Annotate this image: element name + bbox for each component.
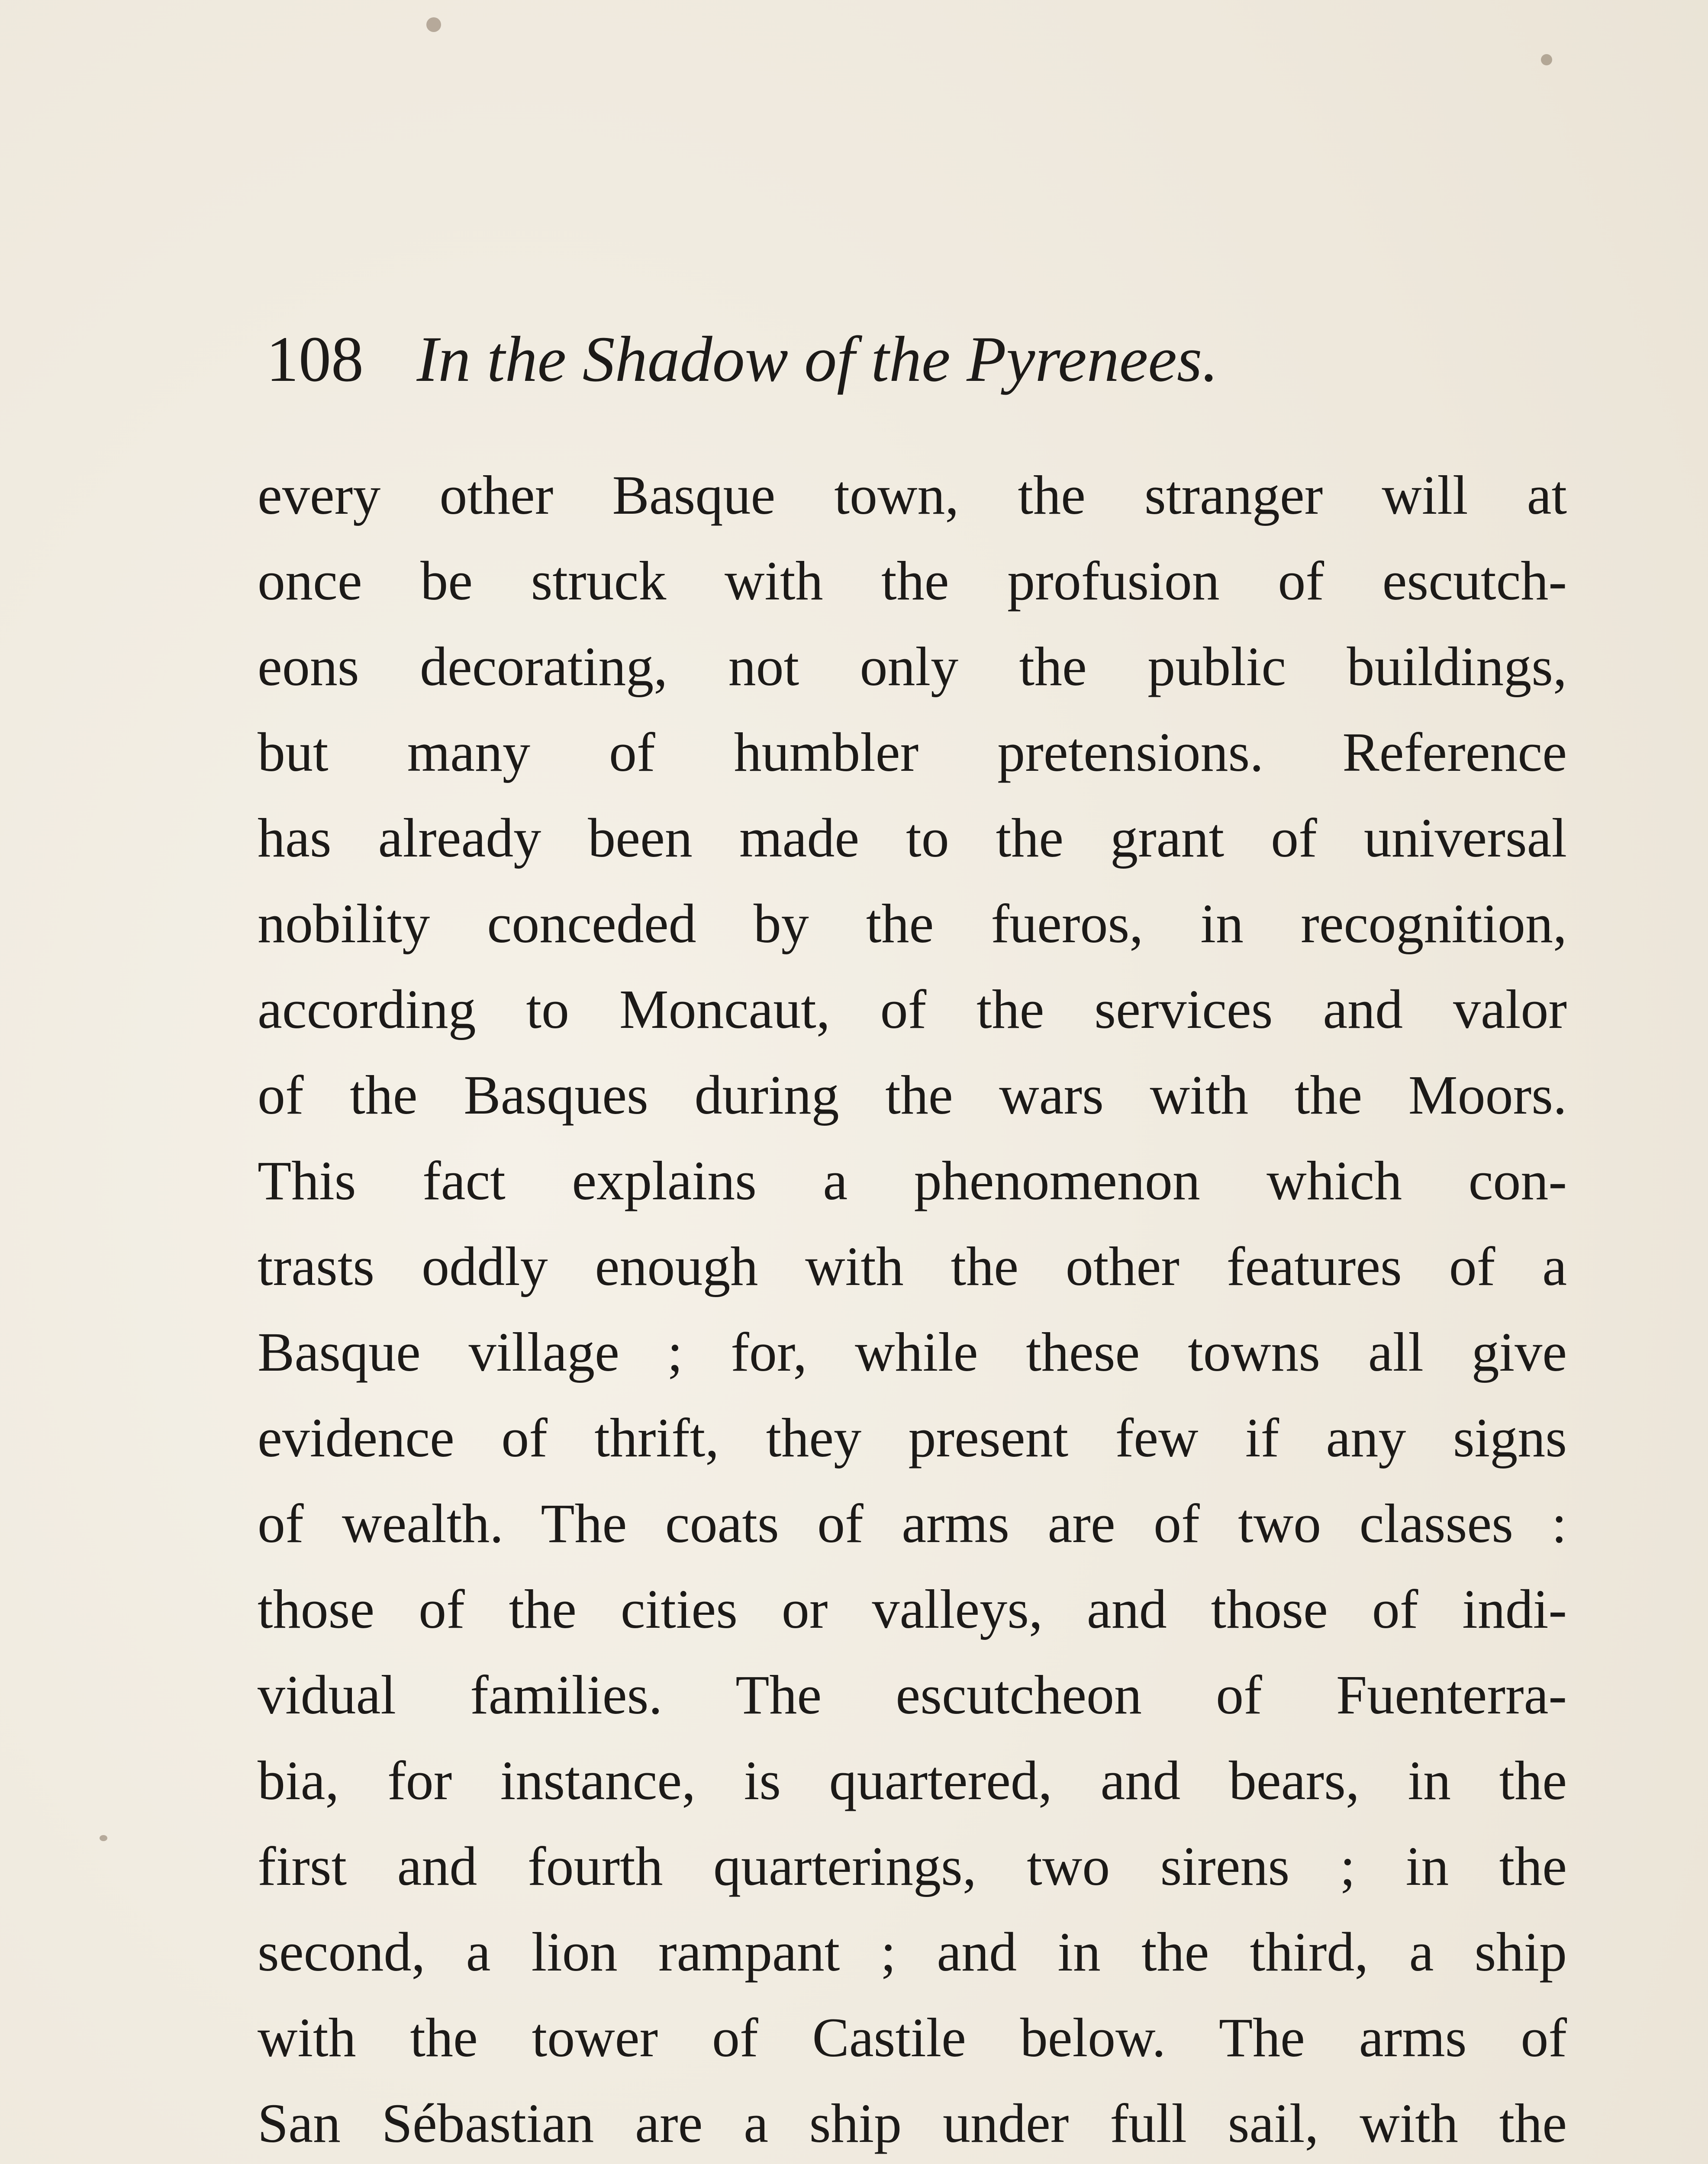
text-line: nobility conceded by the fueros, in recognition, <box>258 893 1567 954</box>
text-line: This fact explains a phenomenon which con- <box>258 1150 1567 1211</box>
text-line: vidual families. The escutcheon of Fuenterra- <box>258 1664 1567 1726</box>
running-head <box>266 303 1565 415</box>
text-line: evidence of thrift, they present few if any signs <box>258 1407 1567 1468</box>
running-title: In the Shadow of the Pyrenees. <box>416 323 1218 395</box>
text-line: second, a lion rampant ; and in the third, a ship <box>258 1921 1567 1983</box>
paper-speck <box>100 1835 107 1841</box>
body-text <box>258 452 1567 2164</box>
text-line: Basque village ; for, while these towns all give <box>258 1321 1567 1383</box>
text-line: of the Basques during the wars with the Moors. <box>258 1064 1567 1126</box>
text-line: trasts oddly enough with the other features of a <box>258 1236 1567 1297</box>
text-line: eons decorating, not only the public buildings, <box>258 636 1567 697</box>
text-line: San Sébastian are a ship under full sail, with the <box>258 2093 1567 2154</box>
page-number: 108 <box>266 323 364 395</box>
text-line: of wealth. The coats of arms are of two classes : <box>258 1493 1567 1554</box>
text-line: first and fourth quarterings, two sirens ; in the <box>258 1836 1567 1897</box>
text-line: according to Moncaut, of the services and valor <box>258 979 1567 1040</box>
text-line: every other Basque town, the stranger will at <box>258 464 1567 526</box>
paper-speck <box>426 17 441 32</box>
text-line: has already been made to the grant of universal <box>258 807 1567 869</box>
text-line: but many of humbler pretensions. Reference <box>258 721 1567 783</box>
text-line: bia, for instance, is quartered, and bears, in the <box>258 1750 1567 1811</box>
text-line: with the tower of Castile below. The arms of <box>258 2007 1567 2068</box>
text-line: those of the cities or valleys, and those of indi- <box>258 1578 1567 1640</box>
paper-speck <box>1541 54 1552 65</box>
text-line: once be struck with the profusion of escutch- <box>258 550 1567 612</box>
